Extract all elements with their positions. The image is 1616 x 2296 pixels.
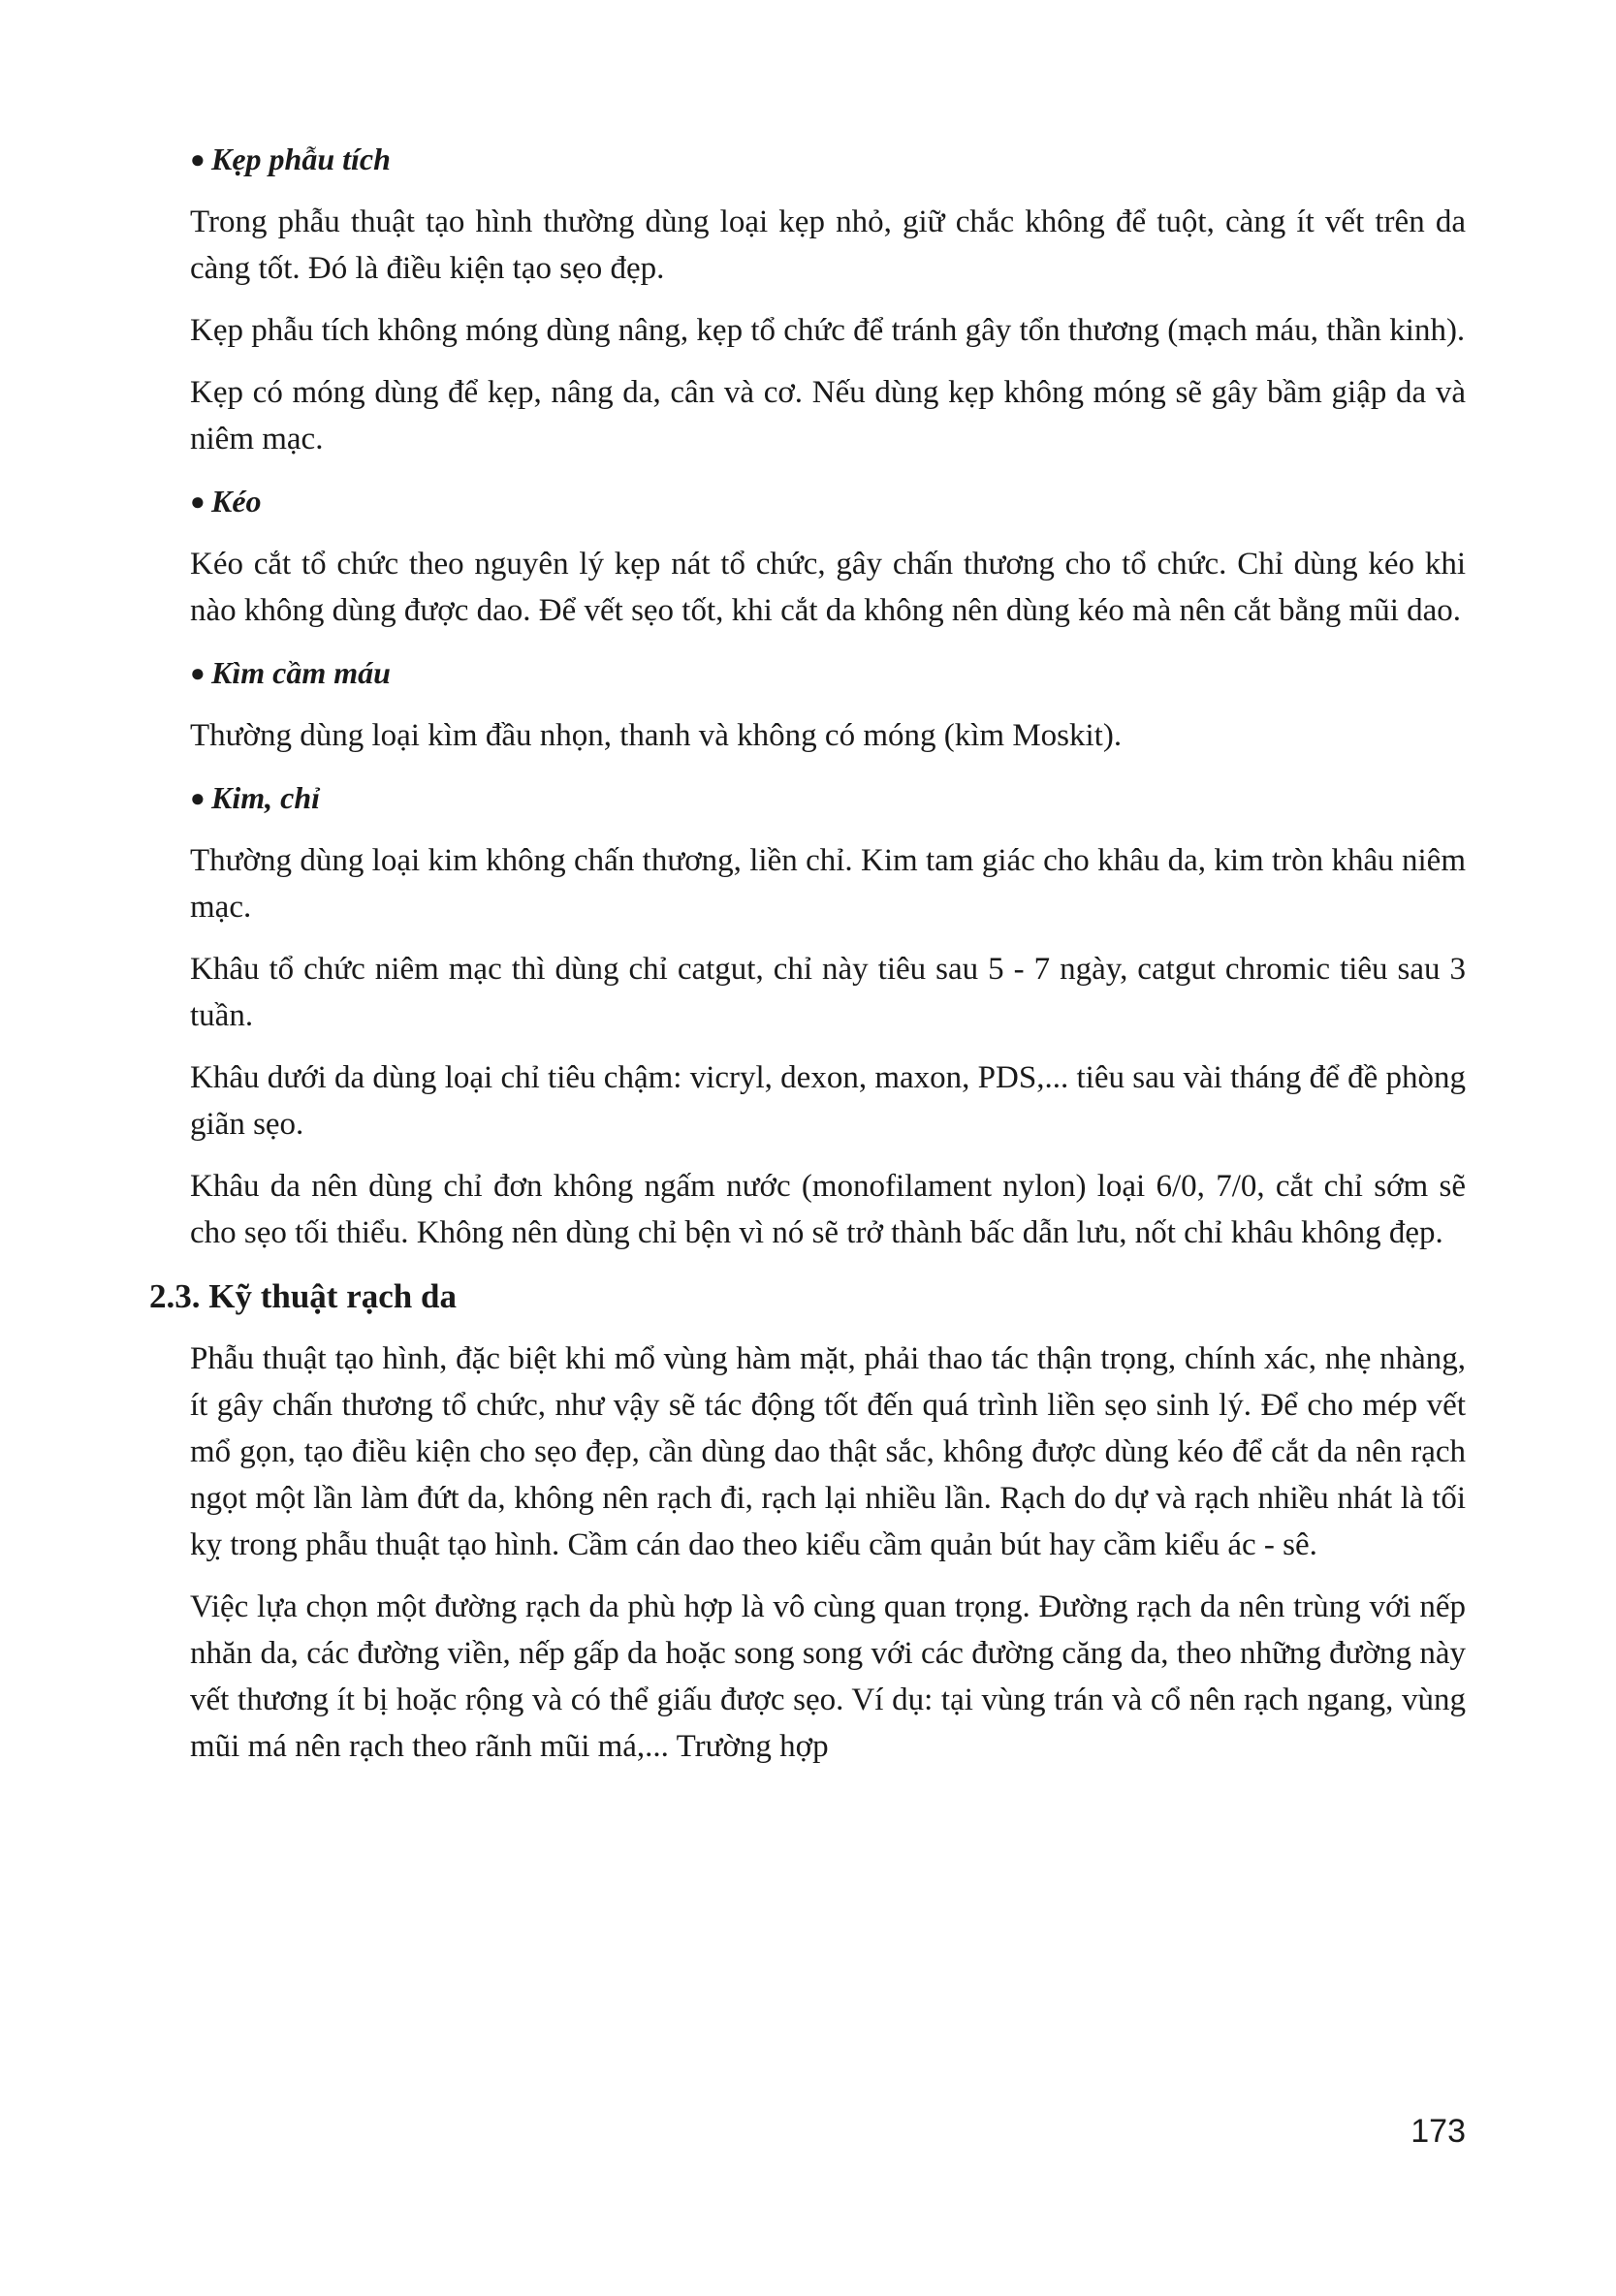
bullet-heading-text: Kìm cầm máu	[211, 655, 391, 690]
page-content	[149, 136, 1466, 1785]
page-number: 173	[1410, 2113, 1466, 2150]
paragraph: Kéo cắt tổ chức theo nguyên lý kẹp nát tổ chức, gây chấn thương cho tổ chức. Chỉ dùng kéo khi nào không dùng được dao. Để vết sẹo tốt, khi cắt da không nên dùng kéo mà nên cắt bằng mũi dao.	[190, 547, 1466, 628]
paragraph: Kẹp có móng dùng để kẹp, nâng da, cân và cơ. Nếu dùng kẹp không móng sẽ gây bầm giập da và niêm mạc.	[190, 375, 1466, 456]
paragraph: Phẫu thuật tạo hình, đặc biệt khi mổ vùng hàm mặt, phải thao tác thận trọng, chính xác, nhẹ nhàng, ít gây chấn thương tổ chức, như vậy sẽ tác động tốt đến quá trình liền sẹo sinh lý. Để cho mép vết mổ gọn, tạo điều kiện cho sẹo đẹp, cần dùng dao thật sắc, không được dùng kéo để cắt da nên rạch ngọt một lần làm đứt da, không nên rạch đi, rạch lại nhiều lần. Rạch do dự và rạch nhiều nhát là tối kỵ trong phẫu thuật tạo hình. Cầm cán dao theo kiểu cầm quản bút hay cầm kiểu ác - sê.	[190, 1341, 1466, 1562]
bullet-dot-icon: ●	[190, 145, 206, 173]
bullet-heading-text: Kéo	[211, 484, 262, 519]
bullet-heading	[190, 478, 1466, 525]
bullet-dot-icon: ●	[190, 659, 206, 687]
paragraph: Khâu dưới da dùng loại chỉ tiêu chậm: vicryl, dexon, maxon, PDS,... tiêu sau vài tháng để đề phòng giãn sẹo.	[190, 1060, 1466, 1142]
bullet-heading	[190, 136, 1466, 183]
paragraph: Kẹp phẫu tích không móng dùng nâng, kẹp tổ chức để tránh gây tổn thương (mạch máu, thần kinh).	[190, 313, 1466, 348]
paragraph: Trong phẫu thuật tạo hình thường dùng loại kẹp nhỏ, giữ chắc không để tuột, càng ít vết trên da càng tốt. Đó là điều kiện tạo sẹo đẹp.	[190, 204, 1466, 286]
section-heading: 2.3. Kỹ thuật rạch da	[149, 1277, 457, 1315]
bullet-heading	[190, 774, 1466, 822]
bullet-dot-icon: ●	[190, 784, 206, 812]
paragraph: Thường dùng loại kim không chấn thương, liền chỉ. Kim tam giác cho khâu da, kim tròn khâu niêm mạc.	[190, 843, 1466, 925]
bullet-heading	[190, 649, 1466, 697]
paragraph: Khâu da nên dùng chỉ đơn không ngấm nước (monofilament nylon) loại 6/0, 7/0, cắt chỉ sớm sẽ cho sẹo tối thiểu. Không nên dùng chỉ bện vì nó sẽ trở thành bấc dẫn lưu, nốt chỉ khâu không đẹp.	[190, 1169, 1466, 1250]
bullet-dot-icon: ●	[190, 488, 206, 516]
paragraph: Việc lựa chọn một đường rạch da phù hợp là vô cùng quan trọng. Đường rạch da nên trùng với nếp nhăn da, các đường viền, nếp gấp da hoặc song song với các đường căng da, theo những đường này vết thương ít bị hoặc rộng và có thể giấu được sẹo. Ví dụ: tại vùng trán và cổ nên rạch ngang, vùng mũi má nên rạch theo rãnh mũi má,... Trường hợp	[190, 1589, 1466, 1764]
paragraph: Thường dùng loại kìm đầu nhọn, thanh và không có móng (kìm Moskit).	[190, 718, 1123, 753]
bullet-heading-text: Kẹp phẫu tích	[211, 142, 391, 176]
paragraph: Khâu tổ chức niêm mạc thì dùng chỉ catgut, chỉ này tiêu sau 5 - 7 ngày, catgut chromic tiêu sau 3 tuần.	[190, 952, 1466, 1033]
bullet-heading-text: Kim, chỉ	[211, 780, 321, 815]
